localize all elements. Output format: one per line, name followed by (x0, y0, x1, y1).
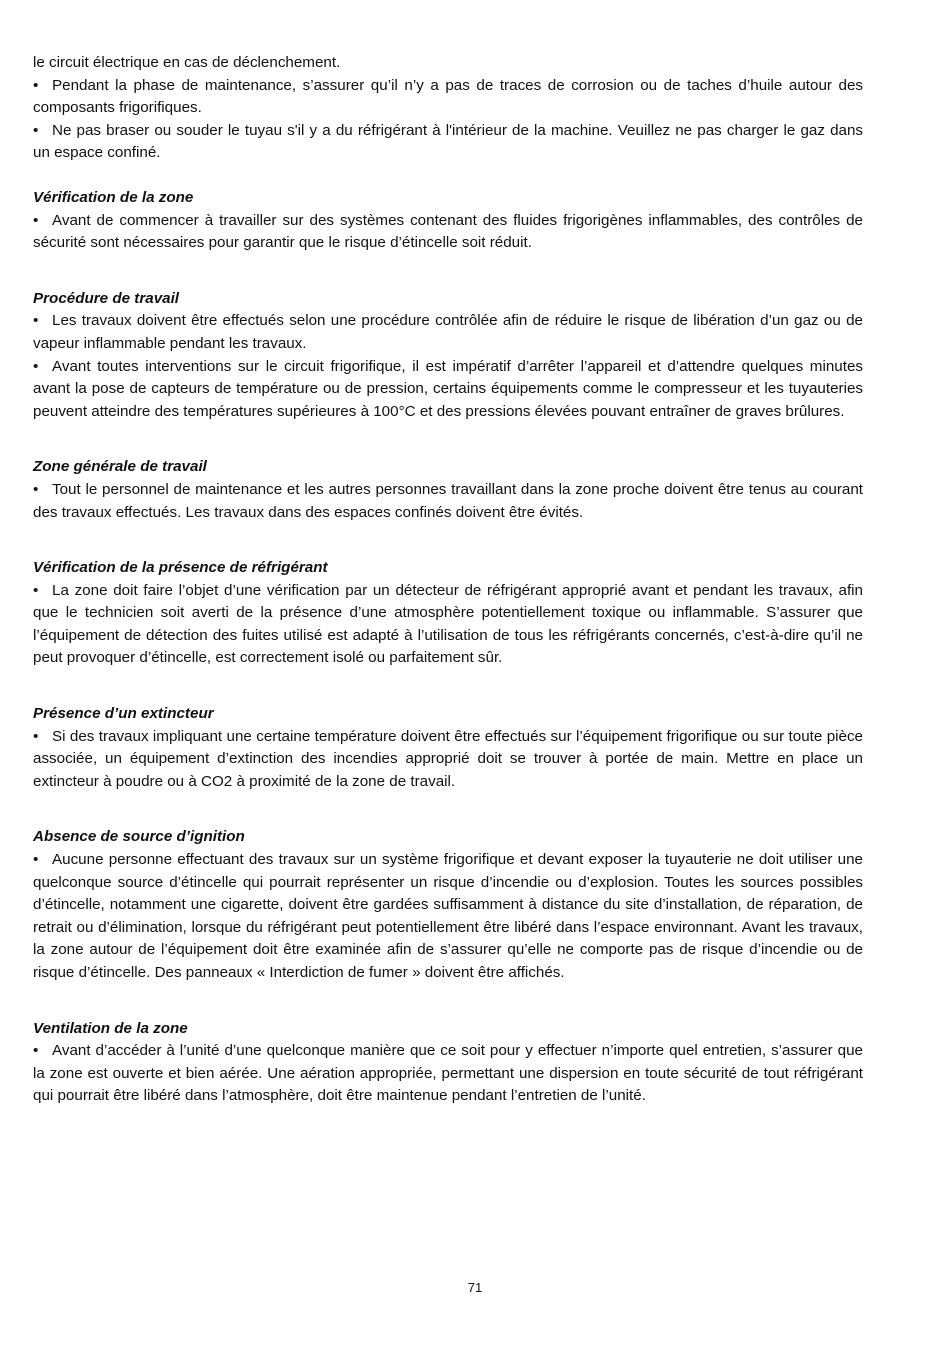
section-heading: Ventilation de la zone (33, 1019, 188, 1037)
bullet-icon: • (33, 121, 39, 139)
list-item: • Pendant la phase de maintenance, s’assurer qu’il n’y a pas de traces de corrosion ou de taches d’huile autour des composants frigorifiques. (33, 76, 863, 117)
section-heading: Absence de source d’ignition (33, 828, 245, 846)
list-item: • Ne pas braser ou souder le tuyau s'il y a du réfrigérant à l'intérieur de la machine. Veuillez ne pas charger le gaz dans un espace confiné. (33, 121, 863, 162)
list-item: • Avant de commencer à travailler sur des systèmes contenant des fluides frigorigènes inflammables, des contrôles de sécurité sont nécessaires pour garantir que le risque d’étincelle soit réduit. (33, 211, 863, 252)
section-heading: Zone générale de travail (33, 458, 207, 476)
section-verification-zone (33, 187, 863, 255)
section-source-ignition (33, 826, 863, 984)
section-procedure-travail (33, 288, 863, 424)
section-heading: Procédure de travail (33, 289, 180, 307)
list-item: • Aucune personne effectuant des travaux sur un système frigorifique et devant exposer la tuyauterie ne doit utiliser une quelconque source d’étincelle qui pourrait représenter un risque d’incendie ou d’explosion. Toutes les sources possibles d’étincelle, notamment une cigarette, doivent être gardées suffisamment à distance du site d’installation, de réparation, de retrait ou d’élimination, lorsque du réfrigérant peut potentiellement être libéré dans l’espace environnant. Avant les travaux, la zone autour de l’équipement doit être examinée afin de s’assurer qu’elle ne comporte pas de risque d’incendie ou de risque d’étincelle. Des panneaux « Interdiction de fumer » doivent être affichés. (33, 851, 863, 981)
list-item: • Tout le personnel de maintenance et les autres personnes travaillant dans la zone proche doivent être tenus au courant des travaux effectués. Les travaux dans des espaces confinés doivent être évités. (33, 480, 863, 521)
list-item: • Si des travaux impliquant une certaine température doivent être effectués sur l’équipement frigorifique ou sur toute pièce associée, un équipement d’extinction des incendies approprié doit se trouver à portée de main. Mettre en place un extincteur à poudre ou à CO2 à proximité de la zone de travail. (33, 727, 863, 790)
bullet-icon: • (33, 727, 39, 745)
section-extincteur (33, 703, 863, 793)
intro-line: le circuit électrique en cas de déclenchement. (33, 54, 341, 71)
section-presence-refrigerant (33, 557, 863, 670)
bullet-icon: • (33, 76, 39, 94)
page-number: 71 (467, 1280, 483, 1295)
bullet-icon: • (33, 1042, 39, 1060)
section-heading: Vérification de la zone (33, 188, 194, 206)
section-heading: Présence d’un extincteur (33, 705, 214, 723)
list-item: • Avant toutes interventions sur le circuit frigorifique, il est impératif d’arrêter l’appareil et d’attendre quelques minutes avant la pose de capteurs de température ou de pression, certains équipements comme le compresseur et les tuyauteries peuvent atteindre des températures supérieures à 100°C et des pressions élevées pouvant entraîner de graves brûlures. (33, 357, 863, 420)
list-item: • La zone doit faire l’objet d’une vérification par un détecteur de réfrigérant approprié avant et pendant les travaux, afin que le technicien soit averti de la présence d’une atmosphère potentiellement toxique ou inflammable. S’assurer que l’équipement de détection des fuites utilisé est adapté à l’utilisation de tous les réfrigérants concernés, c’est-à-dire qu’il ne peut provoquer d’étincelle, est correctement isolé ou parfaitement sûr. (33, 581, 863, 667)
list-item: • Les travaux doivent être effectués selon une procédure contrôlée afin de réduire le risque de libération d’un gaz ou de vapeur inflammable pendant les travaux. (33, 312, 863, 352)
section-ventilation (33, 1018, 863, 1108)
section-zone-generale (33, 456, 863, 524)
bullet-icon: • (33, 357, 39, 375)
bullet-icon: • (33, 480, 39, 498)
bullet-icon: • (33, 851, 39, 869)
list-item: • Avant d’accéder à l’unité d’une quelconque manière que ce soit pour y effectuer n’importe quel entretien, s’assurer que la zone est ouverte et bien aérée. Une aération appropriée, permettant une dispersion en toute sécurité de tout réfrigérant qui pourrait être libéré dans l’atmosphère, doit être maintenue pendant l’entretien de l’unité. (33, 1042, 863, 1105)
document-body (33, 52, 863, 1108)
bullet-icon: • (33, 312, 39, 330)
section-heading: Vérification de la présence de réfrigérant (33, 559, 328, 577)
bullet-icon: • (33, 211, 39, 229)
bullet-icon: • (33, 581, 39, 599)
